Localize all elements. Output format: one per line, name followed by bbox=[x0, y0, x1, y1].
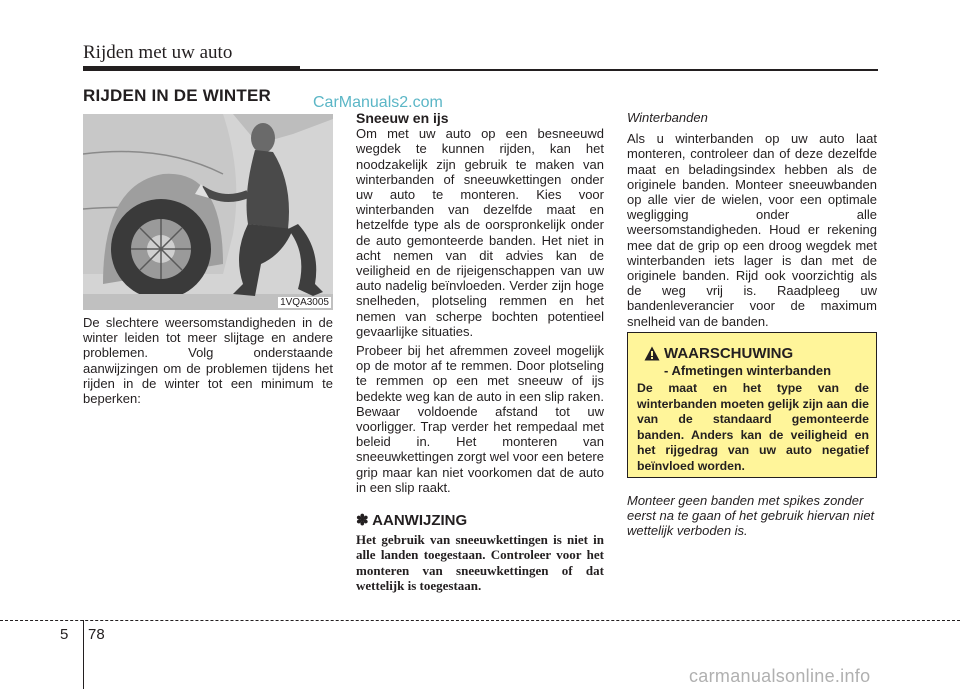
warning-triangle-icon bbox=[644, 346, 660, 361]
section-title: RIJDEN IN DE WINTER bbox=[83, 86, 271, 105]
column-1 bbox=[83, 315, 333, 406]
illustration-fitting-tire-chains bbox=[83, 114, 333, 310]
warning-subtitle: - Afmetingen winterbanden bbox=[664, 363, 832, 378]
watermark-top: CarManuals2.com bbox=[313, 94, 443, 111]
heading-snow-ice: Sneeuw en ijs bbox=[356, 110, 449, 126]
footer-dashed-rule bbox=[0, 620, 960, 621]
paragraph-snow-ice-2: Probeer bij het afremmen zoveel mogelijk op de motor af te remmen. Door plotseling te remmen op een met sneeuw of ijs bedekte weg kan de auto in een slip raken. Bewaar voldoende afstand tot uw voorligger. Trap verder het rempedaal met beleid in. Het monteren van sneeuwkettingen zorgt wel voor een betere grip maar kan niet voorkomen dat de auto in een slip raakt. bbox=[356, 343, 604, 495]
header-rule-thick bbox=[83, 66, 300, 71]
column-2 bbox=[356, 111, 604, 593]
column-3 bbox=[627, 110, 877, 329]
intro-paragraph: De slechtere weersomstandigheden in de winter leiden tot meer slijtage en andere problemen. Volg onderstaande aanwijzingen om de problemen tijdens het rijden in de winter tot een minimum te beperken: bbox=[83, 315, 333, 407]
paragraph-snow-ice-1: Om met uw auto op een besneeuwd wegdek te kunnen rijden, kan het noodzakelijk zijn gebruik te maken van winterbanden of sneeuwkettingen onder uw auto te monteren. Kies voor winterbanden van dezelfde maat en hetzelfde type als de oorspronkelijk onder de auto gemonteerde banden. Het niet in acht nemen van dit advies kan de veiligheid en de rijeigenschappen van uw auto nadelig beïnvloeden. Verder zijn hoge snelheden, plotseling remmen en het nemen van scherpe bochten potentieel gevaarlijke situaties. bbox=[356, 126, 604, 339]
page-number: 78 bbox=[88, 626, 105, 643]
header-rule-thin bbox=[300, 69, 878, 71]
warning-box bbox=[627, 332, 877, 478]
paragraph-winter-tires: Als u winterbanden op uw auto laat monteren, controleer dan of deze dezelfde maat en beladingsindex hebben als de originele banden. Monteer sneeuwbanden op alle vier de wielen, voor een optimale wegligging onder alle weersomstandigheden. Houd er rekening mee dat de grip op een droog wegdek met winterbanden iets lager is dan met de originele banden. Rijd ook voorzichtig als de weg vrij is. Raadpleeg uw bandenleverancier voor de maximum snelheid van de banden. bbox=[627, 131, 877, 329]
warning-text: De maat en het type van de winterbanden moeten gelijk zijn aan die van de standaard gemonteerde banden. Anders kan de veiligheid en het rijgedrag van uw auto negatief beïnvloed worden. bbox=[637, 381, 869, 473]
running-header: Rijden met uw auto bbox=[83, 42, 233, 63]
spike-tires-note: Monteer geen banden met spikes zonder eerst na te gaan of het gebruik hiervan niet wettelijk verboden is. bbox=[627, 493, 875, 539]
watermark-bottom: carmanualsonline.info bbox=[689, 666, 871, 686]
note-heading: ✽ AANWIJZING bbox=[356, 512, 468, 530]
chapter-number: 5 bbox=[60, 626, 69, 643]
figure-code: 1VQA3005 bbox=[280, 297, 329, 308]
heading-winter-tires: Winterbanden bbox=[627, 110, 708, 125]
footer-vertical-rule bbox=[83, 620, 84, 689]
warning-title: WAARSCHUWING bbox=[664, 345, 794, 362]
car-wheel-woman-drawing bbox=[83, 114, 333, 310]
note-body: Het gebruik van sneeuwkettingen is niet in alle landen toegestaan. Controleer voor het monteren van sneeuwkettingen of dat wettelijk is toegestaan. bbox=[356, 532, 604, 593]
